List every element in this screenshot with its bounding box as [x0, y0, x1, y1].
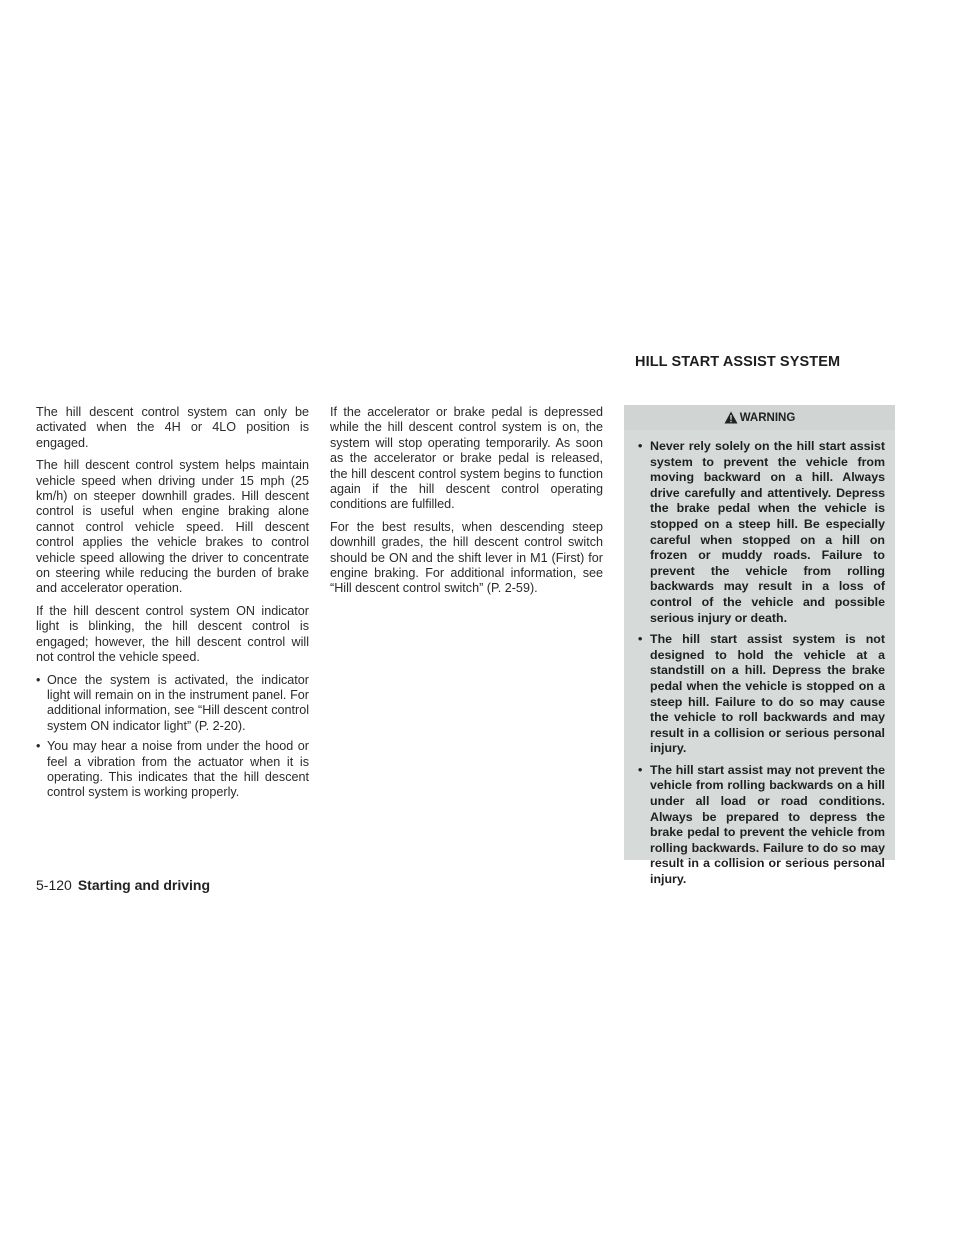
text-column-middle [330, 405, 603, 604]
bullet-dot: • [638, 439, 643, 453]
warning-text: The hill start assist system is not designed to hold the vehicle at a standstill on a hill. Depress the brake pedal when the vehicle is stopped on a steep hill. Failure to do so may cause the vehicle to roll backwards and may result in a collision or serious personal injury. [650, 632, 885, 756]
page-number: 5-120 [36, 877, 72, 893]
warning-item [638, 632, 885, 757]
bullet-dot: • [638, 762, 643, 777]
page-footer [36, 877, 210, 893]
paragraph: The hill descent control system helps maintain vehicle speed when driving under 15 mph (25 km/h) on steeper downhill grades. Hill descent control is useful when engine braking alone cannot control vehicle speed. Hill descent control applies the vehicle brakes to control vehicle speed allowing the driver to concentrate on steering while reducing the burden of brake and accelerator operation. [36, 458, 309, 596]
paragraph: The hill descent control system can only be activated when the 4H or 4LO position is engaged. [36, 405, 309, 450]
bullet-dot: • [36, 739, 41, 754]
warning-box [624, 405, 895, 887]
bullet-item [36, 739, 309, 801]
text-column-left [36, 405, 309, 806]
warning-item [638, 439, 885, 626]
warning-title: WARNING [739, 411, 796, 424]
warning-text: The hill start assist may not prevent the vehicle from rolling backwards on a hill under all load or road conditions. Always be prepared to depress the brake pedal to prevent the vehicle from rolling backwards. Failure to do so may result in a collision or serious personal injury. [650, 762, 885, 887]
warning-header [624, 405, 895, 430]
bullet-text: You may hear a noise from under the hood or feel a vibration from the actuator when it is operating. This indicates that the hill descent control system is working properly. [47, 739, 309, 800]
section-heading: HILL START ASSIST SYSTEM [635, 354, 841, 370]
bullet-dot: • [36, 672, 41, 687]
paragraph: For the best results, when descending steep downhill grades, the hill descent control switch should be ON and the shift lever in M1 (First) for engine braking. For additional information, see “Hill descent control switch” (P. 2-59). [330, 519, 603, 596]
bullet-dot: • [638, 632, 643, 647]
paragraph: If the hill descent control system ON indicator light is blinking, the hill descent control is engaged; however, the hill descent control will not control the vehicle speed. [36, 603, 309, 665]
paragraph: If the accelerator or brake pedal is depressed while the hill descent control system is on, the system will stop operating temporarily. As soon as the accelerator or brake pedal is released, the hill descent control system begins to function again if the hill descent control operating conditions are fulfilled. [330, 405, 603, 512]
warning-triangle-icon [724, 411, 738, 424]
bullet-text: Once the system is activated, the indicator light will remain on in the instrument panel. For additional information, see “Hill descent control system ON indicator light” (P. 2-20). [47, 672, 309, 733]
warning-list [624, 430, 895, 888]
chapter-title: Starting and driving [77, 877, 211, 893]
bullet-list [36, 673, 309, 801]
bullet-item [36, 673, 309, 735]
warning-item [638, 763, 885, 888]
warning-text: Never rely solely on the hill start assist system to prevent the vehicle from moving backward on a hill. Always drive carefully and attentively. Depress the brake pedal when the vehicle is stopped on a steep hill. Be especially careful when stopped on a hill on frozen or muddy roads. Failure to prevent the vehicle from rolling backwards may result in a loss of control of the vehicle and possible serious injury or death. [650, 439, 885, 625]
